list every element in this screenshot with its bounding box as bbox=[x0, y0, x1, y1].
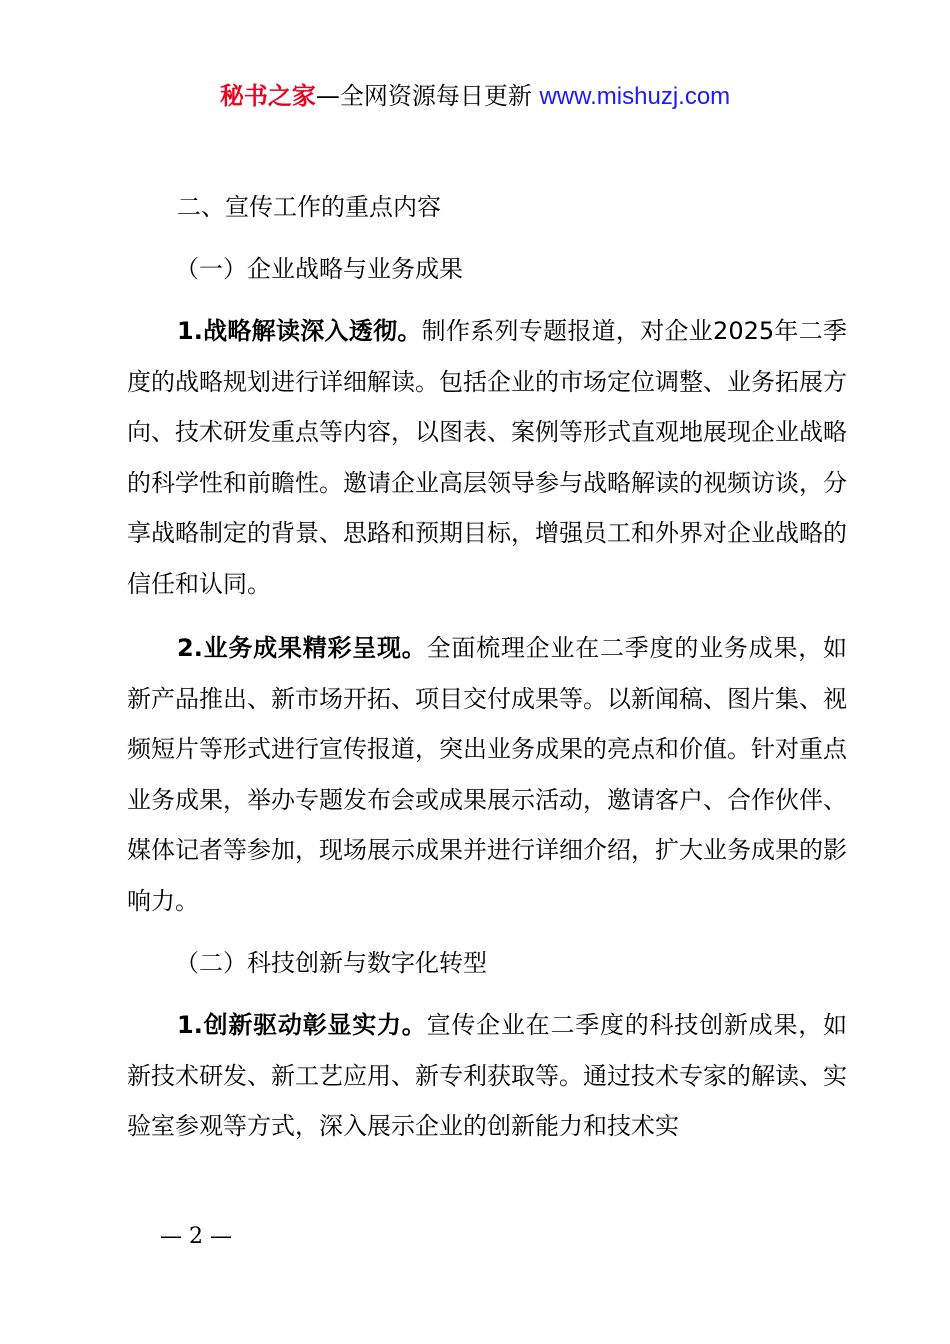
paragraph-innovation bbox=[127, 1000, 847, 1152]
paragraph-lead: 1.创新驱动彰显实力。 bbox=[177, 1011, 427, 1039]
paragraph-text: 制作系列专题报道，对企业2025年二季度的战略规划进行详细解读。包括企业的市场定位调整、业务拓展方向、技术研发重点等内容，以图表、案例等形式直观地展现企业战略的科学性和前瞻性。邀请企业高层领导参与战略解读的视频访谈，分享战略制定的背景、思路和预期目标，增强员工和外界对企业战略的信任和认同。 bbox=[127, 317, 847, 598]
paragraph-lead: 1.战略解读深入透彻。 bbox=[177, 317, 422, 345]
paragraph-text: 宣传企业在二季度的科技创新成果，如新技术研发、新工艺应用、新专利获取等。通过技术专家的解读、实验室参观等方式，深入展示企业的创新能力和技术实 bbox=[127, 1011, 847, 1140]
subsection-title-1: （一）企业战略与业务成果 bbox=[175, 255, 463, 283]
brand-name: 秘书之家 bbox=[219, 82, 316, 110]
paragraph-strategy bbox=[127, 306, 847, 609]
banner-tagline: —全网资源每日更新 bbox=[315, 82, 540, 110]
banner-url: www.mishuzj.com bbox=[539, 83, 731, 110]
page-number: — 2 — bbox=[160, 1224, 232, 1249]
document-body bbox=[127, 182, 847, 1152]
section-title: 二、宣传工作的重点内容 bbox=[177, 193, 441, 221]
paragraph-business-results bbox=[127, 623, 847, 926]
paragraph-text: 全面梳理企业在二季度的业务成果，如新产品推出、新市场开拓、项目交付成果等。以新闻稿、图片集、视频短片等形式进行宣传报道，突出业务成果的亮点和价值。针对重点业务成果，举办专题发布会或成果展示活动，邀请客户、合作伙伴、媒体记者等参加，现场展示成果并进行详细介绍，扩大业务成果的影响力。 bbox=[127, 634, 847, 915]
paragraph-lead: 2.业务成果精彩呈现。 bbox=[177, 634, 427, 662]
site-banner bbox=[0, 80, 950, 113]
subsection-title-2: （二）科技创新与数字化转型 bbox=[175, 949, 487, 977]
